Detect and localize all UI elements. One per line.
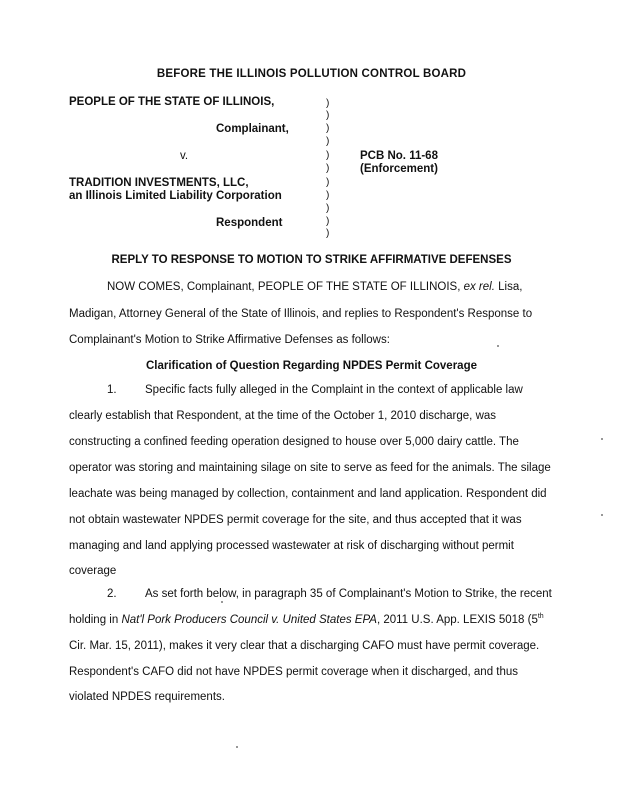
plaintiff-name: PEOPLE OF THE STATE OF ILLINOIS, [69,96,275,108]
caption-bracket: ) [326,216,330,227]
caption-bracket: ) [326,190,330,201]
caption-bracket: ) [326,136,330,147]
caption-bracket: ) [326,228,330,239]
paragraph-1-line: operator was storing and maintaining silage on site to serve as feed for the animals. The silage [69,462,551,474]
paragraph-2-line: violated NPDES requirements. [69,691,225,703]
section-heading: Clarification of Question Regarding NPDES Permit Coverage [145,360,477,372]
caption-bracket: ) [326,98,330,109]
caption-bracket: ) [326,150,330,161]
paragraph-2-line: Cir. Mar. 15, 2011), makes it very clear that a discharging CAFO must have permit coverage. [69,640,540,652]
paragraph-1-line: Specific facts fully alleged in the Complaint in the context of applicable law [145,384,523,396]
paragraph-number: 1. [107,384,117,396]
paragraph-2-line: holding in Nat'l Pork Producers Council v. United States EPA, 2011 U.S. App. LEXIS 5018 (5th [69,613,544,626]
caption-bracket: ) [326,177,330,188]
document-title: REPLY TO RESPONSE TO MOTION TO STRIKE AFFIRMATIVE DEFENSES [111,254,512,266]
intro-line-3: Complainant's Motion to Strike Affirmative Defenses as follows: [69,334,390,346]
caption-bracket: ) [326,110,330,121]
paragraph-2-line: Respondent's CAFO did not have NPDES permit coverage when it discharged, and thus [69,666,519,678]
paragraph-1-line: not obtain wastewater NPDES permit coverage for the site, and thus accepted that it was [69,514,522,526]
versus: v. [180,150,189,162]
scan-speck [236,746,238,748]
paragraph-1-line: clearly establish that Respondent, at the time of the October 1, 2010 discharge, was [69,410,497,422]
defendant-description: an Illinois Limited Liability Corporation [69,190,282,202]
paragraph-1-line: leachate was being managed by collection, containment and land application. Respondent did [69,488,547,500]
defendant-role: Respondent [216,217,283,229]
intro-line-1: NOW COMES, Complainant, PEOPLE OF THE STATE OF ILLINOIS, ex rel. Lisa, [107,281,523,293]
paragraph-1-line: constructing a confined feeding operation designed to house over 5,000 dairy cattle. The [69,436,519,448]
caption-bracket: ) [326,163,330,174]
intro-line-2: Madigan, Attorney General of the State of Illinois, and replies to Respondent's Response to [69,308,533,320]
plaintiff-role: Complainant, [216,123,289,135]
paragraph-2-line: As set forth below, in paragraph 35 of Complainant's Motion to Strike, the recent [145,588,552,600]
paragraph-1-line: managing and land applying processed wastewater at risk of discharging without permit [69,540,514,552]
case-type: (Enforcement) [360,163,438,175]
scan-speck [221,601,223,603]
caption-bracket: ) [326,123,330,134]
scan-speck [601,514,603,516]
court-heading: BEFORE THE ILLINOIS POLLUTION CONTROL BOARD [156,68,467,80]
caption-bracket: ) [326,203,330,214]
defendant-name: TRADITION INVESTMENTS, LLC, [69,177,249,189]
paragraph-number: 2. [107,588,117,600]
paragraph-1-line: coverage [69,565,117,577]
case-number: PCB No. 11-68 [360,150,438,162]
scan-speck [497,345,499,347]
case-citation: Nat'l Pork Producers Council v. United States EPA [121,613,377,626]
scan-speck [601,438,603,440]
